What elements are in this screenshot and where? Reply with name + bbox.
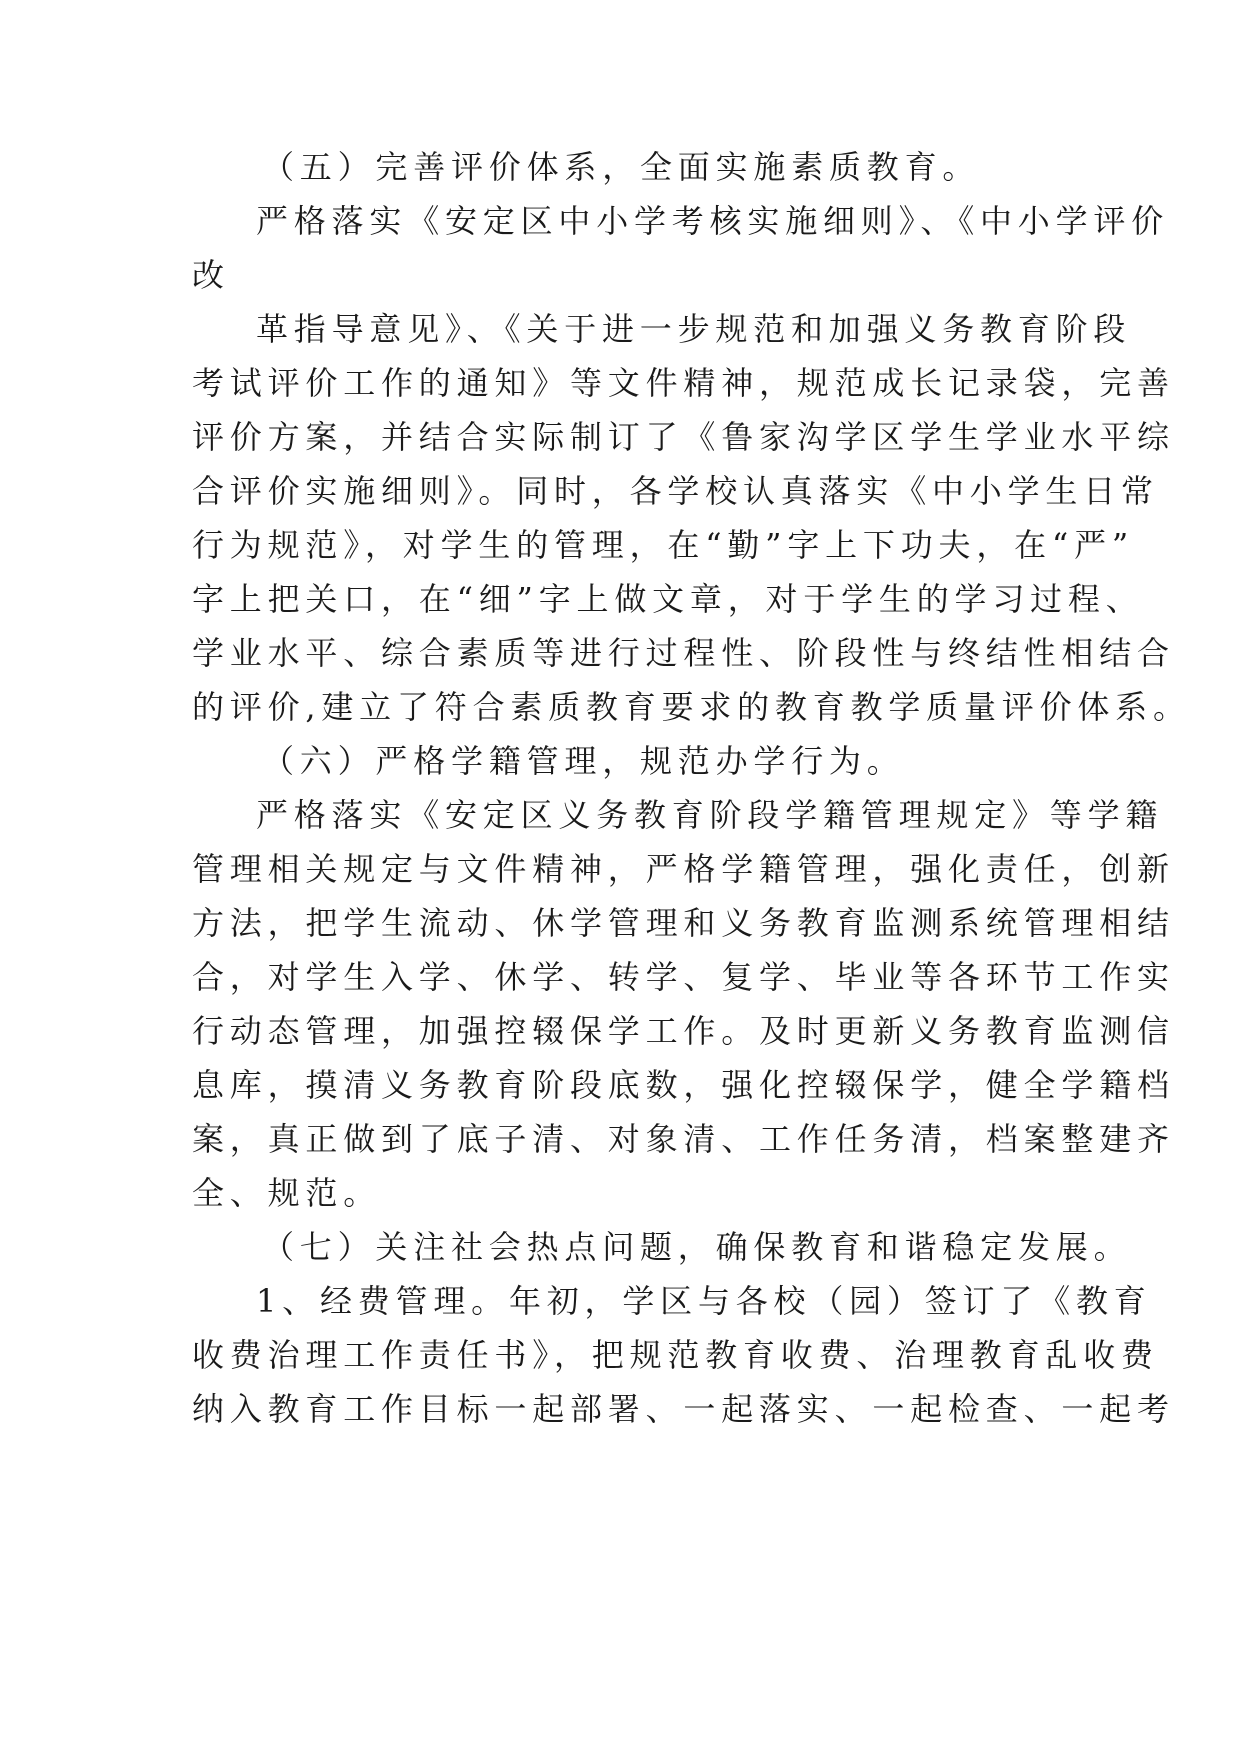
paragraph-line: 学业水平、综合素质等进行过程性、阶段性与终结性相结合 — [192, 634, 1175, 672]
paragraph-line: 收费治理工作责任书》，把规范教育收费、治理教育乱收费 — [192, 1336, 1159, 1374]
paragraph-line: 合，对学生入学、休学、转学、复学、毕业等各环节工作实 — [192, 958, 1175, 996]
paragraph-line: 字上把关口，在“细”字上做文章，对于学生的学习过程、 — [192, 580, 1144, 618]
section-heading-6: （六）严格学籍管理，规范办学行为。 — [262, 742, 905, 780]
paragraph-line: 评价方案，并结合实际制订了《鲁家沟学区学生学业水平综 — [192, 418, 1175, 456]
paragraph-line: 全、规范。 — [192, 1174, 382, 1212]
section-heading-7: （七）关注社会热点问题，确保教育和谐稳定发展。 — [262, 1228, 1132, 1266]
paragraph-line: 的评价,建立了符合素质教育要求的教育教学质量评价体系。 — [192, 688, 1191, 726]
paragraph-line: 息库，摸清义务教育阶段底数，强化控辍保学，健全学籍档 — [192, 1066, 1175, 1104]
paragraph-line: 案，真正做到了底子清、对象清、工作任务清，档案整建齐 — [192, 1120, 1175, 1158]
section-heading-5: （五）完善评价体系，全面实施素质教育。 — [262, 148, 981, 186]
paragraph-line: 严格落实《安定区义务教育阶段学籍管理规定》等学籍 — [256, 796, 1164, 834]
paragraph-line: 合评价实施细则》。同时，各学校认真落实《中小学生日常 — [192, 472, 1159, 510]
paragraph-line: 行为规范》，对学生的管理，在“勤”字上下功夫，在“严” — [192, 526, 1135, 564]
paragraph-line: 管理相关规定与文件精神，严格学籍管理，强化责任，创新 — [192, 850, 1175, 888]
paragraph-line: 考试评价工作的通知》等文件精神，规范成长记录袋，完善 — [192, 364, 1175, 402]
paragraph-line: 行动态管理，加强控辍保学工作。及时更新义务教育监测信 — [192, 1012, 1175, 1050]
paragraph-line: 纳入教育工作目标一起部署、一起落实、一起检查、一起考 — [192, 1390, 1175, 1428]
paragraph-line: 方法，把学生流动、休学管理和义务教育监测系统管理相结 — [192, 904, 1175, 942]
paragraph-line: 改 — [192, 256, 230, 294]
paragraph-line: 革指导意见》、《关于进一步规范和加强义务教育阶段 — [256, 310, 1132, 348]
paragraph-line: 1、经费管理。年初，学区与各校（园）签订了《教育 — [256, 1282, 1152, 1320]
paragraph-line: 严格落实《安定区中小学考核实施细则》、《中小学评价 — [256, 202, 1170, 240]
